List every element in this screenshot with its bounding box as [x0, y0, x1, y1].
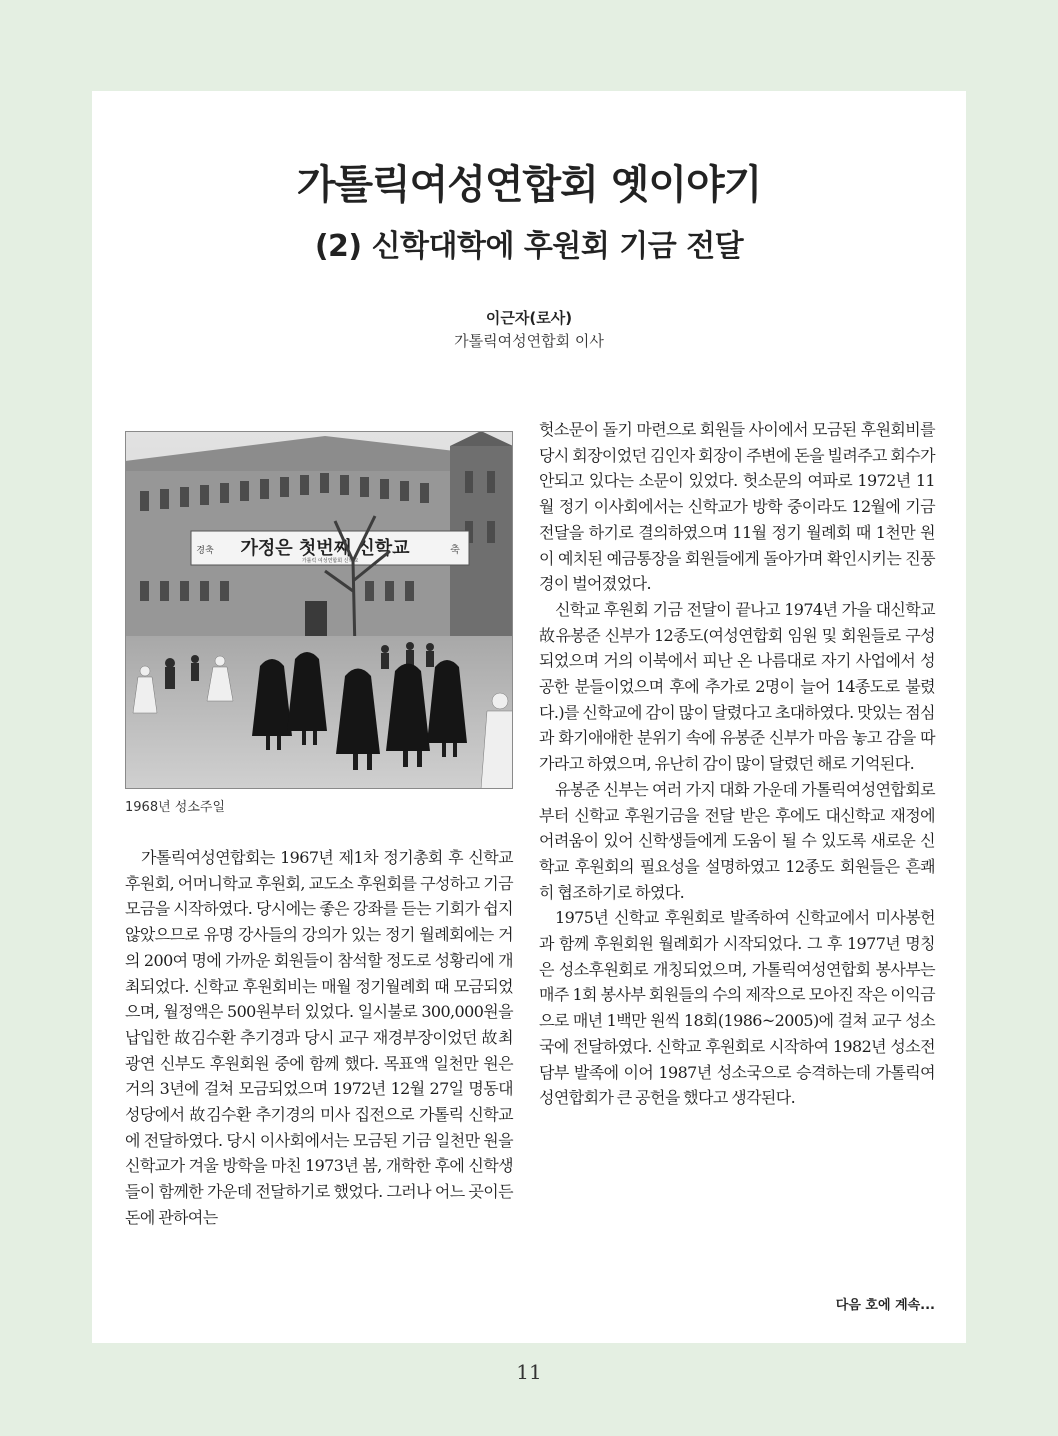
paragraph-right-3: 유봉준 신부는 여러 가지 대화 가운데 가톨릭여성연합회로부터 신학교 후원기금을 전달 받은 후에도 대신학교 재정에 어려움이 있어 신학생들에게 도움이 될 수 있도록 새로운 신학교 후원회의 필요성을 설명하였고 12종도 회원들은 흔쾌히 협조하기로 하였다.: [539, 779, 935, 902]
banner-left-text: 경축: [196, 546, 214, 556]
article-title: 가톨릭여성연합회 옛이야기: [296, 162, 762, 208]
paragraph-left-1: 가톨릭여성연합회는 1967년 제1차 정기총회 후 신학교 후원회, 어머니학교 후원회, 교도소 후원회를 구성하고 기금 모금을 시작하였다. 당시에는 좋은 강좌를 듣는 기회가 쉽지 않았으므로 유명 강사들의 강의가 있는 정기 월례회에는 거의 200여 명에 가까운 회원들이 참석할 정도로 성황리에 개최되었다. 신학교 후원회비는 매월 정기월례회 때 모금되었으며, 월정액은 500원부터 있었다. 일시불로 300,000원을 납입한 故김수환 추기경과 당시 교구 재경부장이었던 故최광연 신부도 후원회원 중에 함께 했다. 목표액 일천만 원은 거의 3년에 걸쳐 모금되었으며 1972년 12월 27일 명동대성당에서 故김수환 추기경의 미사 집전으로 가톨릭 신학교에 전달하였다. 당시 이사회에서는 모금된 기금 일천만 원을 신학교가 겨울 방학을 마친 1973년 봄, 개학한 후에 신학생들이 함께한 가운데 전달하기로 했었다. 그러나 어느 곳이든 돈에 관하여는: [125, 848, 513, 1227]
photo-caption: 1968년 성소주일: [125, 800, 226, 815]
paragraph-right-2: 신학교 후원회 기금 전달이 끝나고 1974년 가을 대신학교 故유봉준 신부가 12종도(여성연합회 임원 및 회원들로 구성되었으며 거의 이북에서 피난 온 나름대로 자기 사업에서 성공한 분들이었으며 후에 추가로 2명이 늘어 14종도로 불렸다.)를 신학교에 감이 많이 달렸다고 초대하였다. 맛있는 점심과 화기애애한 분위기 속에 유봉준 신부가 마음 놓고 감을 따가라고 하였으며, 유난히 감이 많이 달렸던 해로 기억된다.: [539, 599, 935, 774]
page-number: 11: [516, 1360, 542, 1384]
continued-note: 다음 호에 계속...: [835, 1298, 935, 1313]
author-affiliation: 가톨릭여성연합회 이사: [454, 332, 604, 350]
banner-right-text: 축: [450, 545, 460, 556]
historical-photo: [125, 431, 513, 789]
banner-sub-text: 가톨릭 여성연합회 신학교: [301, 558, 359, 564]
article-page: [92, 91, 966, 1343]
banner-text: 가정은 첫번째 신학교: [240, 538, 410, 559]
left-column: [125, 845, 513, 1231]
paragraph-right-4: 1975년 신학교 후원회로 발족하여 신학교에서 미사봉헌과 함께 후원회원 월례회가 시작되었다. 그 후 1977년 명칭은 성소후원회로 개칭되었으며, 가톨릭여성연합회 봉사부는 매주 1회 봉사부 회원들의 수의 제작으로 모아진 작은 이익금으로 매년 1백만 원씩 18회(1986~2005)에 걸쳐 교구 성소국에 전달하였다. 신학교 후원회로 시작하여 1982년 성소전담부 발족에 이어 1987년 성소국으로 승격하는데 가톨릭여성연합회가 큰 공헌을 했다고 생각된다.: [539, 908, 935, 1108]
author-name: 이근자(로사): [485, 309, 573, 327]
article-subtitle: (2) 신학대학에 후원회 기금 전달: [314, 229, 744, 264]
paragraph-right-1: 헛소문이 돌기 마련으로 회원들 사이에서 모금된 후원회비를 당시 회장이었던 김인자 회장이 주변에 돈을 빌려주고 회수가 안되고 있다는 소문이 있었다. 헛소문의 여파로 1972년 11월 정기 이사회에서는 신학교가 방학 중이라도 12월에 기금 전달을 하기로 결의하였으며 11월 정기 월례회 때 1천만 원이 예치된 예금통장을 회원들에게 돌아가며 확인시키는 진풍경이 벌어졌었다.: [539, 420, 935, 594]
right-column: [539, 417, 935, 1111]
